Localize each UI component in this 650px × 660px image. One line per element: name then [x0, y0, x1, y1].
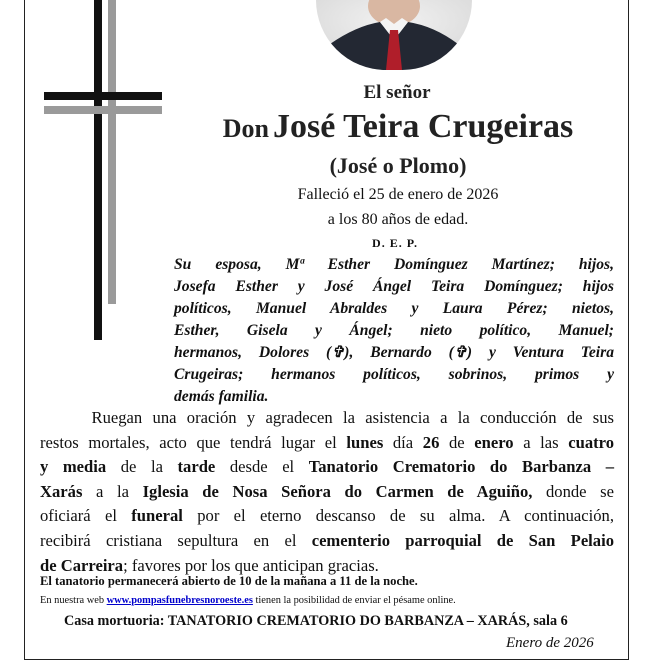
relatives-line: Josefa Esther y José Ángel Teira Domínguez; hijos	[174, 278, 614, 295]
death-date: Falleció el 25 de enero de 2026	[297, 186, 499, 203]
ceremony-line: de Carreira; favores por los que anticipan gracias.	[40, 555, 379, 575]
ceremony-line: recibirá cristiana sepultura en el cementerio parroquial de San Pelaio	[40, 530, 614, 550]
relatives-line: Crugeiras; hermanos políticos, sobrinos, primos y	[174, 366, 614, 383]
name-text: José Teira Crugeiras	[272, 108, 574, 145]
cross-icon	[44, 0, 162, 340]
relatives-list	[174, 254, 614, 408]
relatives-line: políticos, Manuel Abraldes y Laura Pérez; nietos,	[174, 300, 614, 317]
ceremony-line: restos mortales, acto que tendrá lugar el lunes día 26 de enero a las cuatro	[40, 432, 614, 452]
casa-mortuoria: Casa mortuoria: TANATORIO CREMATORIO DO BARBANZA – XARÁS, sala 6	[64, 613, 568, 629]
dep-text: D. E. P.	[372, 236, 418, 250]
age-at-death: a los 80 años de edad.	[327, 211, 469, 228]
deceased-name	[188, 108, 608, 146]
ceremony-line: Ruegan una oración y agradecen la asistencia a la conducción de sus	[91, 408, 614, 427]
ceremony-line: y media de la tarde desde el Tanatorio Crematorio do Barbanza –	[40, 457, 614, 477]
website-link[interactable]: www.pompasfunebresnoroeste.es	[106, 595, 253, 606]
relatives-line: demás familia.	[174, 388, 269, 405]
ceremony-line: oficiará el funeral por el eterno descanso de su alma. A continuación,	[40, 506, 615, 526]
ceremony-paragraph	[40, 406, 614, 578]
relatives-line: hermanos, Dolores (✞), Bernardo (✞) y Ventura Teira	[174, 344, 614, 361]
honorific: Don	[222, 114, 269, 143]
relatives-line: Esther, Gisela y Ángel; nieto político, Manuel;	[174, 322, 614, 339]
deceased-alias: (José o Plomo)	[329, 153, 467, 178]
notice-date: Enero de 2026	[506, 635, 594, 651]
ceremony-line: Xarás a la Iglesia de Nosa Señora do Carmen de Aguiño, donde se	[40, 481, 614, 501]
relatives-line: Su esposa, Mª Esther Domínguez Martínez; hijos,	[174, 256, 614, 273]
tanatorio-hours: El tanatorio permanecerá abierto de 10 de la mañana a 11 de la noche.	[40, 574, 418, 588]
web-note: En nuestra web www.pompasfunebresnoroeste.es tienen la posibilidad de enviar el pésame online.	[40, 595, 456, 606]
title-senor: El señor	[363, 82, 431, 103]
